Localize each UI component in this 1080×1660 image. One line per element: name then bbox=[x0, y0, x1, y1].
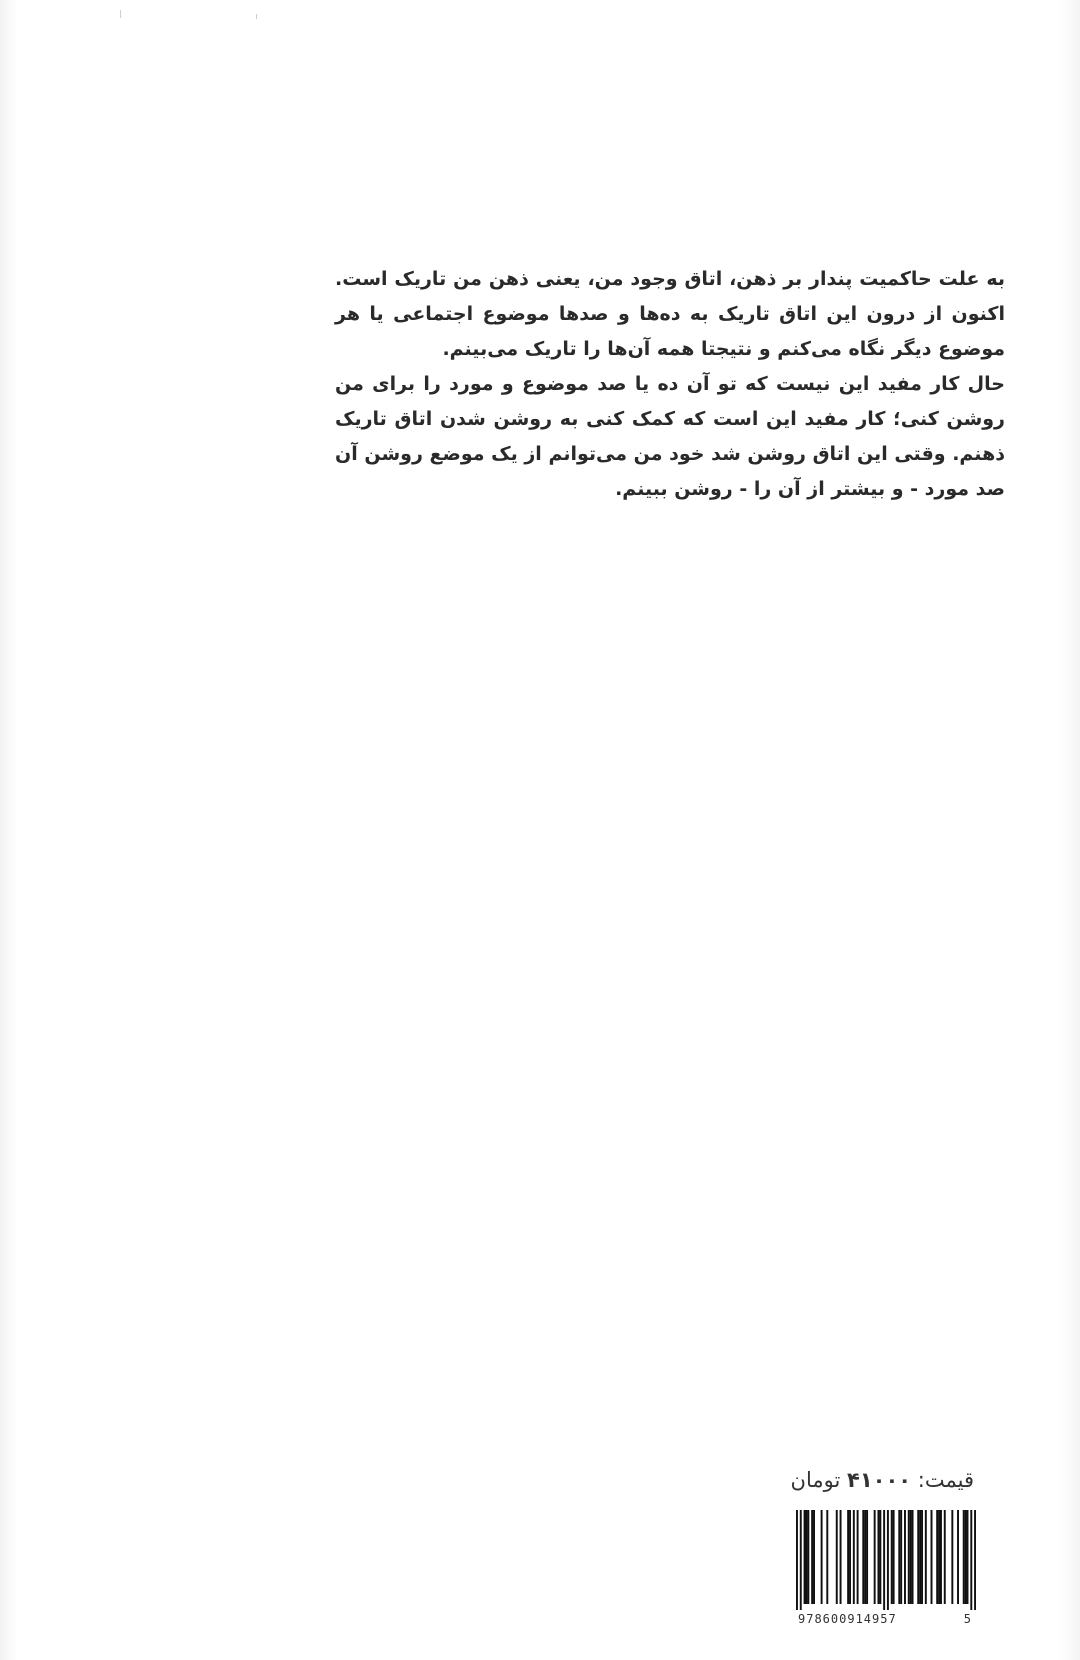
barcode-bar bbox=[938, 1510, 940, 1604]
isbn-barcode bbox=[796, 1510, 976, 1610]
barcode-bar bbox=[821, 1510, 823, 1604]
paper-speck bbox=[256, 14, 257, 19]
barcode-bar bbox=[874, 1510, 876, 1604]
barcode-bar bbox=[813, 1510, 815, 1604]
barcode-bar bbox=[931, 1510, 933, 1604]
barcode-bar bbox=[877, 1510, 879, 1604]
back-cover-blurb bbox=[335, 262, 1005, 507]
barcode-bar bbox=[891, 1510, 893, 1604]
paper-speck bbox=[120, 10, 121, 18]
barcode-bar bbox=[970, 1510, 972, 1610]
blurb-paragraph-2: حال کار مفید این نیست که تو آن ده یا صد موضوع و مورد را برای من روشن کنی؛ کار مفید این است که کمک کنی به روشن شدن اتاق تاریک ذهنم. وقتی این اتاق روشن شد خود من می‌توانم از یک موضع روشن آن صد مورد - و بیشتر از آن را - روشن ببینم. bbox=[335, 373, 1005, 500]
barcode-bar bbox=[887, 1510, 889, 1610]
isbn-number bbox=[798, 1612, 978, 1626]
barcode-bar bbox=[807, 1510, 809, 1604]
barcode-bar bbox=[836, 1510, 838, 1604]
barcode-bar bbox=[796, 1510, 798, 1610]
barcode-bar bbox=[921, 1510, 923, 1604]
barcode-bar bbox=[811, 1510, 813, 1604]
barcode-bar bbox=[904, 1510, 906, 1604]
barcode-bar bbox=[800, 1510, 802, 1610]
barcode-bar bbox=[879, 1510, 881, 1604]
barcode-bar bbox=[963, 1510, 965, 1604]
barcode-bar bbox=[944, 1510, 946, 1604]
barcode-bar bbox=[925, 1510, 927, 1604]
barcode-bar bbox=[908, 1510, 910, 1604]
barcode-bar bbox=[849, 1510, 851, 1604]
barcode-bar bbox=[967, 1510, 969, 1604]
barcode-bar bbox=[936, 1510, 938, 1604]
isbn-main-digits: 978600914957 bbox=[798, 1612, 897, 1626]
barcode-bar bbox=[853, 1510, 855, 1604]
barcode-bar bbox=[826, 1510, 828, 1604]
barcode-bar bbox=[864, 1510, 866, 1604]
price-label: قیمت: bbox=[917, 1468, 974, 1492]
barcode-bar bbox=[951, 1510, 953, 1604]
barcode-bar bbox=[804, 1510, 806, 1604]
barcode-bars-icon bbox=[796, 1510, 976, 1610]
barcode-bar bbox=[910, 1510, 912, 1604]
barcode-bar bbox=[912, 1510, 914, 1604]
price-tag bbox=[792, 1468, 974, 1492]
barcode-bar bbox=[957, 1510, 959, 1604]
barcode-bar bbox=[900, 1510, 902, 1604]
barcode-bar bbox=[940, 1510, 942, 1604]
barcode-bar bbox=[898, 1510, 900, 1604]
price-amount: ۴۱۰۰۰ bbox=[847, 1468, 912, 1492]
barcode-bar bbox=[919, 1510, 921, 1604]
barcode-bar bbox=[857, 1510, 859, 1604]
barcode-bar bbox=[840, 1510, 842, 1604]
isbn-check-digit: 5 bbox=[963, 1612, 972, 1626]
barcode-bar bbox=[883, 1510, 885, 1610]
barcode-bar bbox=[847, 1510, 849, 1604]
barcode-bar bbox=[862, 1510, 864, 1604]
barcode-bar bbox=[866, 1510, 868, 1604]
price-currency: تومان bbox=[790, 1468, 841, 1492]
blurb-paragraph-1: به علت حاکمیت پندار بر ذهن، اتاق وجود من، یعنی ذهن من تاریک است. اکنون از درون این اتاق تاریک به ده‌ها و صدها موضوع اجتماعی یا هر موضوع دیگر نگاه می‌کنم و نتیجتا همه آن‌ها را تاریک می‌بینم. bbox=[335, 268, 1005, 360]
barcode-bar bbox=[974, 1510, 976, 1610]
barcode-bar bbox=[965, 1510, 967, 1604]
barcode-bar bbox=[917, 1510, 919, 1604]
barcode-bar bbox=[893, 1510, 895, 1604]
barcode-bar bbox=[805, 1510, 807, 1604]
